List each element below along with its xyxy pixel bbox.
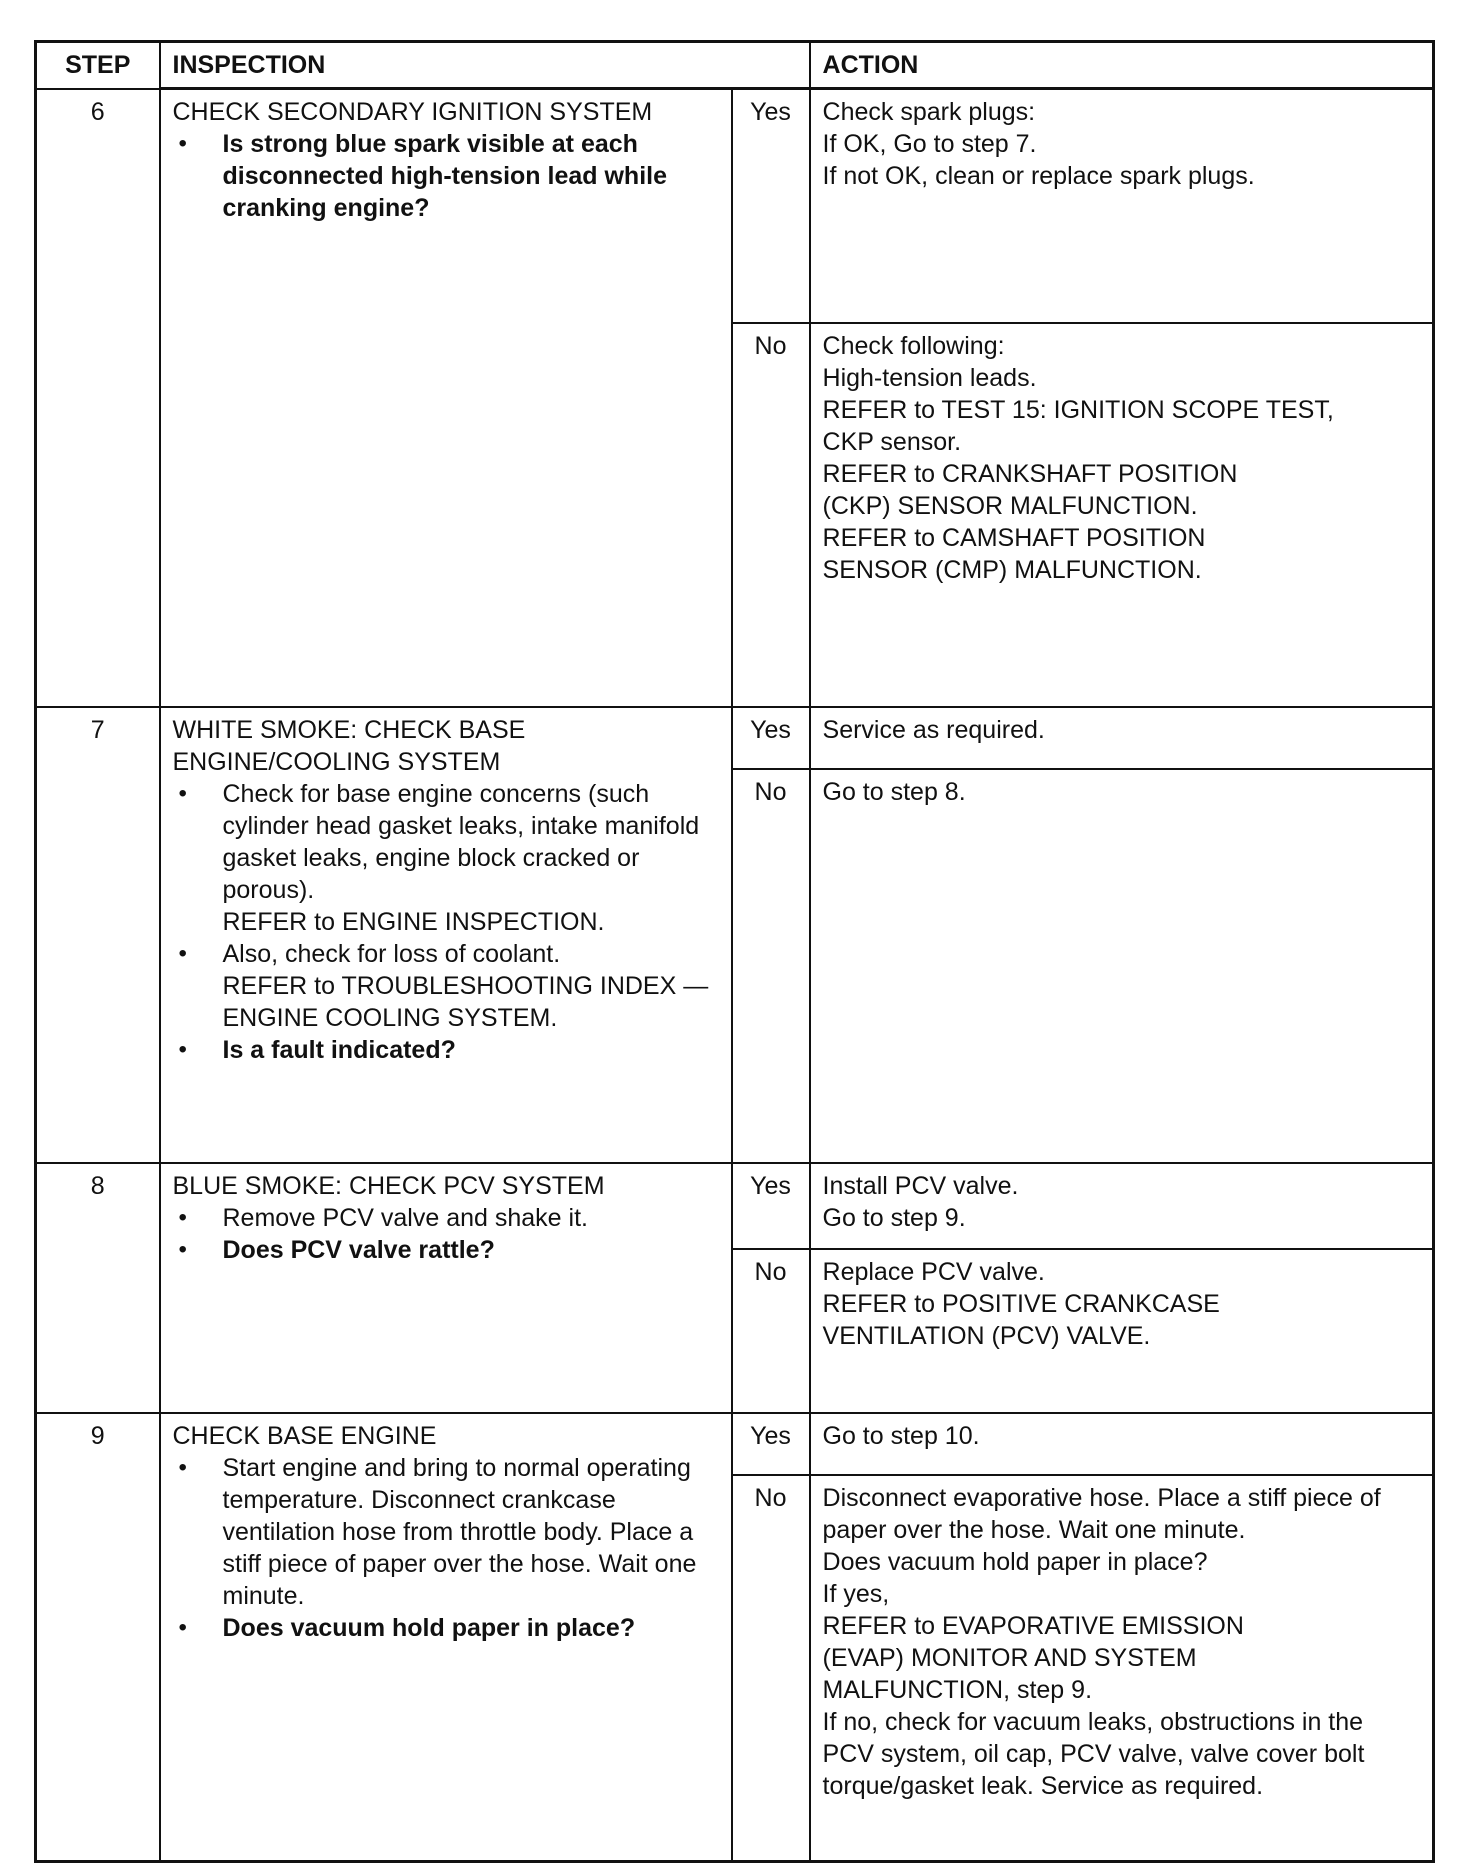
action-cell bbox=[810, 707, 1434, 769]
header-inspection: INSPECTION bbox=[160, 42, 810, 89]
action-cell bbox=[810, 1475, 1434, 1862]
answer-no: No bbox=[732, 769, 810, 1163]
answer-no: No bbox=[732, 1249, 810, 1413]
inspection-text: Start engine and bring to normal operating temperature. Disconnect crankcase ventilation hose from throttle body. Place a stiff piece of paper over the hose. Wait one minute. bbox=[222, 1454, 697, 1610]
inspection-cell bbox=[160, 707, 732, 1163]
action-line: If no, check for vacuum leaks, obstructions in the PCV system, oil cap, PCV valve, valve cover bolt torque/gasket leak. Service as required. bbox=[822, 1708, 1365, 1800]
header-action: ACTION bbox=[810, 42, 1434, 89]
inspection-title: CHECK BASE ENGINE bbox=[172, 1422, 437, 1450]
inspection-title: BLUE SMOKE: CHECK PCV SYSTEM bbox=[172, 1172, 605, 1200]
inspection-title: CHECK SECONDARY IGNITION SYSTEM bbox=[172, 98, 653, 126]
inspection-text: Check for base engine concerns (such cylinder head gasket leaks, intake manifold gasket leaks, engine block cracked or porous). bbox=[222, 780, 700, 904]
answer-yes: Yes bbox=[732, 707, 810, 769]
action-line: Service as required. bbox=[822, 716, 1045, 744]
inspection-question: Is a fault indicated? bbox=[222, 1036, 456, 1064]
action-line: SENSOR (CMP) MALFUNCTION. bbox=[822, 556, 1202, 584]
action-cell bbox=[810, 769, 1434, 1163]
answer-no: No bbox=[732, 1475, 810, 1862]
step-number: 7 bbox=[36, 707, 160, 1163]
action-cell bbox=[810, 1163, 1434, 1249]
inspection-bullet bbox=[173, 1452, 719, 1612]
action-cell bbox=[810, 89, 1434, 324]
table-header-row bbox=[36, 42, 1434, 89]
inspection-bullet bbox=[173, 1612, 719, 1644]
answer-yes: Yes bbox=[732, 1413, 810, 1475]
inspection-reference: REFER to TROUBLESHOOTING INDEX — ENGINE COOLING SYSTEM. bbox=[222, 972, 709, 1032]
inspection-bullets bbox=[173, 778, 719, 1066]
inspection-title: WHITE SMOKE: CHECK BASE ENGINE/COOLING SYSTEM bbox=[172, 716, 526, 776]
action-cell bbox=[810, 1413, 1434, 1475]
action-line: If OK, Go to step 7. bbox=[822, 130, 1037, 158]
action-line: MALFUNCTION, step 9. bbox=[822, 1676, 1093, 1704]
action-line: High-tension leads. bbox=[822, 364, 1037, 392]
inspection-bullets bbox=[173, 1452, 719, 1644]
action-cell bbox=[810, 323, 1434, 707]
inspection-bullet bbox=[173, 1202, 719, 1234]
diagnostic-table bbox=[34, 40, 1435, 1863]
table-row bbox=[36, 89, 1434, 324]
inspection-text: Remove PCV valve and shake it. bbox=[222, 1204, 588, 1232]
action-line: REFER to CAMSHAFT POSITION bbox=[822, 524, 1206, 552]
header-step: STEP bbox=[36, 42, 160, 89]
inspection-cell bbox=[160, 89, 732, 708]
inspection-bullet bbox=[173, 1034, 719, 1066]
step-number: 8 bbox=[36, 1163, 160, 1413]
inspection-question: Does PCV valve rattle? bbox=[222, 1236, 495, 1264]
action-cell bbox=[810, 1249, 1434, 1413]
action-line: REFER to CRANKSHAFT POSITION bbox=[822, 460, 1238, 488]
inspection-reference: REFER to ENGINE INSPECTION. bbox=[222, 908, 605, 936]
action-line: Does vacuum hold paper in place? bbox=[822, 1548, 1208, 1576]
diagnostic-document bbox=[34, 40, 1432, 1863]
inspection-bullet bbox=[173, 778, 719, 938]
action-line: VENTILATION (PCV) VALVE. bbox=[822, 1322, 1151, 1350]
step-number: 6 bbox=[36, 89, 160, 708]
inspection-bullets bbox=[173, 128, 719, 224]
action-line: Disconnect evaporative hose. Place a stiff piece of paper over the hose. Wait one minute. bbox=[822, 1484, 1381, 1544]
action-line: If not OK, clean or replace spark plugs. bbox=[822, 162, 1255, 190]
action-line: Check spark plugs: bbox=[822, 98, 1036, 126]
inspection-cell bbox=[160, 1413, 732, 1862]
action-line: (CKP) SENSOR MALFUNCTION. bbox=[822, 492, 1198, 520]
step-number: 9 bbox=[36, 1413, 160, 1862]
inspection-question: Does vacuum hold paper in place? bbox=[222, 1614, 636, 1642]
action-line: Install PCV valve. bbox=[822, 1172, 1019, 1200]
action-line: REFER to POSITIVE CRANKCASE bbox=[822, 1290, 1220, 1318]
table-row bbox=[36, 707, 1434, 769]
inspection-bullet bbox=[173, 938, 719, 1034]
table-row bbox=[36, 1413, 1434, 1475]
answer-yes: Yes bbox=[732, 89, 810, 324]
inspection-bullet bbox=[173, 1234, 719, 1266]
action-line: Go to step 9. bbox=[822, 1204, 966, 1232]
inspection-question: Is strong blue spark visible at each disconnected high-tension lead while cranking engine? bbox=[222, 130, 667, 222]
action-line: Check following: bbox=[822, 332, 1005, 360]
inspection-cell bbox=[160, 1163, 732, 1413]
action-line: CKP sensor. bbox=[822, 428, 962, 456]
table-row bbox=[36, 1163, 1434, 1249]
inspection-bullets bbox=[173, 1202, 719, 1266]
action-line: REFER to EVAPORATIVE EMISSION bbox=[822, 1612, 1244, 1640]
action-line: If yes, bbox=[822, 1580, 890, 1608]
action-line: Go to step 10. bbox=[822, 1422, 980, 1450]
answer-yes: Yes bbox=[732, 1163, 810, 1249]
action-line: (EVAP) MONITOR AND SYSTEM bbox=[822, 1644, 1197, 1672]
answer-no: No bbox=[732, 323, 810, 707]
inspection-text: Also, check for loss of coolant. bbox=[222, 940, 561, 968]
inspection-bullet bbox=[173, 128, 719, 224]
action-line: Replace PCV valve. bbox=[822, 1258, 1045, 1286]
action-line: REFER to TEST 15: IGNITION SCOPE TEST, bbox=[822, 396, 1334, 424]
action-line: Go to step 8. bbox=[822, 778, 966, 806]
